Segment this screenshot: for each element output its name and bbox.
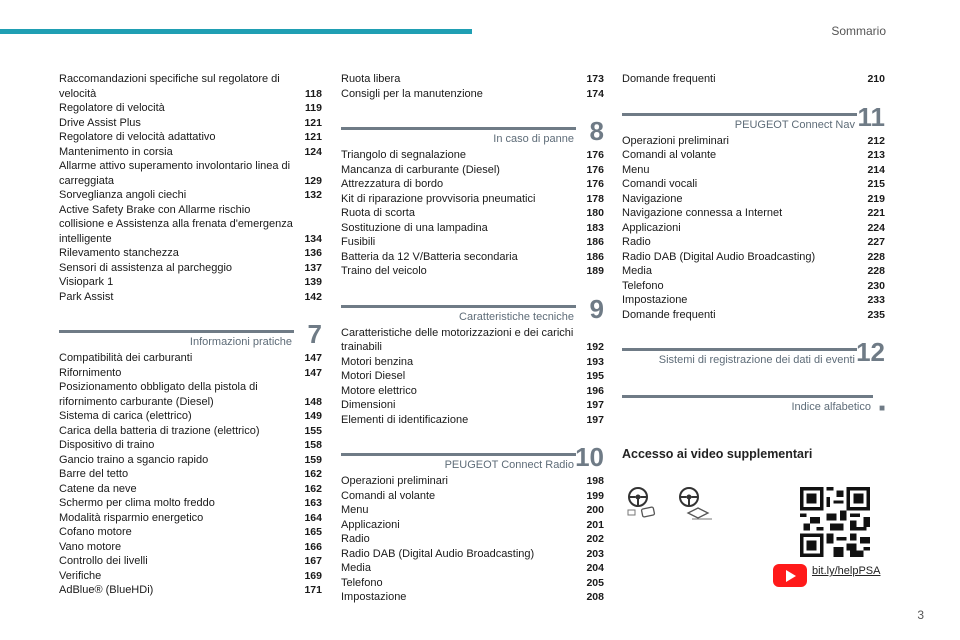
toc-entry-title: Barre del tetto <box>59 468 129 480</box>
toc-entry[interactable] <box>59 246 322 261</box>
toc-entry[interactable] <box>622 279 885 294</box>
toc-entry[interactable] <box>59 424 322 439</box>
toc-entry-title: Triangolo di segnalazione <box>341 149 466 161</box>
toc-entry-title: Operazioni preliminari <box>622 134 729 147</box>
toc-entry[interactable] <box>59 569 322 584</box>
video-link[interactable]: bit.ly/helpPSA <box>812 565 881 577</box>
toc-entry[interactable] <box>59 275 322 290</box>
toc-entry[interactable] <box>622 163 885 178</box>
toc-entry[interactable] <box>59 159 322 188</box>
toc-entry[interactable] <box>341 192 604 207</box>
toc-entry-title: Caratteristiche delle motorizzazioni e dei carichi trainabili <box>341 326 574 353</box>
section-heading <box>341 293 604 326</box>
header-accent-bar <box>0 29 472 34</box>
toc-entry[interactable] <box>341 72 604 87</box>
toc-entry[interactable] <box>341 177 604 192</box>
toc-entry-title: Media <box>622 265 652 277</box>
toc-entry-page: 139 <box>304 276 322 288</box>
youtube-icon[interactable] <box>773 564 807 587</box>
toc-entry-page: 197 <box>586 399 604 411</box>
toc-entry[interactable] <box>622 264 885 279</box>
toc-entry-page: 171 <box>304 584 322 596</box>
toc-entry[interactable] <box>622 308 885 323</box>
toc-entry-title: Ruota libera <box>341 73 401 85</box>
toc-entry-page: 155 <box>304 424 322 437</box>
toc-entry-title: Comandi al volante <box>622 149 717 161</box>
toc-entry-title: Menu <box>622 163 650 176</box>
toc-entry[interactable] <box>341 355 604 370</box>
toc-entry-title: Motori benzina <box>341 355 414 368</box>
toc-entry[interactable] <box>341 576 604 591</box>
toc-entry[interactable] <box>341 398 604 413</box>
toc-entry-title: Raccomandazioni specifiche sul regolatore di velocità <box>59 73 280 100</box>
section-title[interactable]: Caratteristiche tecniche <box>459 310 574 323</box>
toc-entry-title: Operazioni preliminari <box>341 475 448 487</box>
toc-entry[interactable] <box>622 177 885 192</box>
toc-entry[interactable] <box>59 290 322 305</box>
toc-entry-page: 132 <box>304 189 322 201</box>
toc-entry-title: Ruota di scorta <box>341 207 415 219</box>
toc-entry[interactable] <box>59 453 322 468</box>
toc-entry[interactable] <box>341 590 604 605</box>
toc-entry-page: 186 <box>586 236 604 248</box>
section-number: 7 <box>307 319 322 349</box>
toc-entry[interactable] <box>59 554 322 569</box>
toc-entry-page: 162 <box>304 468 322 480</box>
toc-entry-title: Sistema di carica (elettrico) <box>59 410 192 422</box>
toc-entry-title: Radio <box>341 533 370 545</box>
toc-entry-page: 162 <box>304 482 322 495</box>
section-heading <box>622 388 885 416</box>
toc-entry[interactable] <box>341 206 604 221</box>
toc-entry-title: Carica della batteria di trazione (elettrico) <box>59 424 260 437</box>
toc-entry-page: 215 <box>867 178 885 190</box>
toc-entry-title: Impostazione <box>622 294 688 306</box>
section-heading <box>341 442 604 474</box>
toc-entry[interactable] <box>341 369 604 384</box>
toc-entry-page: 164 <box>304 511 322 524</box>
toc-entry-page: 224 <box>867 221 885 234</box>
toc-entry[interactable] <box>341 532 604 547</box>
section-divider <box>59 330 294 333</box>
toc-column-2 <box>341 72 604 605</box>
toc-entry[interactable] <box>341 148 604 163</box>
toc-entry-title: Traino del veicolo <box>341 265 427 277</box>
toc-entry-page: 228 <box>867 250 885 263</box>
section-title[interactable]: Informazioni pratiche <box>189 336 292 348</box>
toc-entry[interactable] <box>59 203 322 247</box>
steering-wheel-phone-icon <box>626 486 658 525</box>
toc-entry-title: Verifiche <box>59 569 102 582</box>
toc-entry-page: 124 <box>304 145 322 158</box>
toc-entry-page: 208 <box>586 591 604 603</box>
toc-entry-page: 178 <box>586 192 604 205</box>
toc-entry-title: Radio <box>622 236 651 248</box>
toc-entry-title: Posizionamento obbligato della pistola di rifornimento carburante (Diesel) <box>59 381 258 408</box>
toc-entry-page: 196 <box>586 384 604 397</box>
toc-entry-page: 167 <box>304 555 322 567</box>
toc-entry[interactable] <box>341 489 604 504</box>
section-title[interactable]: In caso di panne <box>493 133 574 145</box>
toc-entry-title: Controllo dei livelli <box>59 555 148 567</box>
toc-entry-page: 193 <box>586 355 604 368</box>
toc-entry-page: 200 <box>586 504 604 516</box>
toc-entry-page: 230 <box>867 279 885 292</box>
toc-entry-title: Radio DAB (Digital Audio Broadcasting) <box>622 250 816 263</box>
steering-wheel-navigation-icon <box>678 486 714 527</box>
toc-entry[interactable] <box>59 409 322 424</box>
toc-entry-title: Cofano motore <box>59 526 132 538</box>
toc-entry[interactable] <box>622 235 885 250</box>
toc-entry-page: 221 <box>867 207 885 219</box>
toc-entry-page: 195 <box>586 370 604 382</box>
section-title[interactable]: PEUGEOT Connect Nav <box>734 118 855 131</box>
section-heading <box>622 337 885 369</box>
toc-entry[interactable] <box>622 192 885 207</box>
toc-entry[interactable] <box>341 163 604 178</box>
toc-entry[interactable] <box>341 503 604 518</box>
toc-entry-page: 149 <box>304 410 322 422</box>
toc-entry[interactable] <box>622 148 885 163</box>
toc-entry-page: 180 <box>586 207 604 219</box>
toc-entry-title: Sensori di assistenza al parcheggio <box>59 261 233 274</box>
toc-entry[interactable] <box>341 384 604 399</box>
toc-entry-title: Impostazione <box>341 591 407 603</box>
toc-entry-title: Telefono <box>341 576 383 589</box>
toc-entry[interactable] <box>341 250 604 265</box>
section-number: 12 <box>856 337 885 367</box>
toc-entry[interactable] <box>59 583 322 598</box>
toc-entry-title: Park Assist <box>59 290 114 303</box>
toc-entry[interactable] <box>59 72 322 101</box>
toc-entry-page: 189 <box>586 265 604 277</box>
page-number: 3 <box>917 608 924 622</box>
toc-entry[interactable] <box>59 351 322 366</box>
toc-entry-page: 159 <box>304 453 322 466</box>
toc-entry[interactable] <box>341 474 604 489</box>
toc-entry-page: 183 <box>586 221 604 234</box>
toc-entry-title: Modalità risparmio energetico <box>59 511 204 524</box>
toc-column-1 <box>59 72 322 598</box>
section-divider <box>341 453 576 456</box>
toc-entry[interactable] <box>59 145 322 160</box>
toc-entry[interactable] <box>59 540 322 555</box>
toc-entry-title: Drive Assist Plus <box>59 116 141 129</box>
toc-entry[interactable] <box>622 293 885 308</box>
toc-entry[interactable] <box>622 206 885 221</box>
toc-column-3 <box>622 72 885 416</box>
toc-entry-page: 134 <box>304 232 322 245</box>
toc-entry[interactable] <box>59 525 322 540</box>
toc-entry[interactable] <box>341 264 604 279</box>
video-section-title: Accesso ai video supplementari <box>622 447 813 461</box>
toc-entry-page: 176 <box>586 163 604 176</box>
toc-entry-page: 199 <box>586 489 604 502</box>
section-divider <box>622 348 857 351</box>
toc-entry-title: Comandi al volante <box>341 489 436 502</box>
toc-entry[interactable] <box>59 101 322 116</box>
section-number: 8 <box>589 116 604 146</box>
toc-entry-page: 202 <box>586 533 604 545</box>
toc-entry-page: 136 <box>304 247 322 259</box>
section-heading <box>59 319 322 351</box>
toc-entry-page: 210 <box>867 73 885 85</box>
toc-entry-page: 121 <box>304 116 322 129</box>
toc-entry-page: 137 <box>304 261 322 274</box>
toc-entry-page: 174 <box>586 87 604 100</box>
toc-entry-title: Mancanza di carburante (Diesel) <box>341 163 500 176</box>
toc-entry[interactable] <box>59 188 322 203</box>
toc-entry-title: Attrezzatura di bordo <box>341 178 444 190</box>
toc-entry-title: Sorveglianza angoli ciechi <box>59 189 187 201</box>
toc-entry-title: Vano motore <box>59 540 122 553</box>
toc-entry[interactable] <box>622 134 885 149</box>
section-heading <box>341 116 604 148</box>
toc-entry-title: Rifornimento <box>59 366 122 379</box>
toc-entry-title: Batteria da 12 V/Batteria secondaria <box>341 250 518 263</box>
toc-entry[interactable] <box>59 380 322 409</box>
toc-entry-page: 233 <box>867 294 885 306</box>
toc-entry-page: 186 <box>586 250 604 263</box>
section-title[interactable]: PEUGEOT Connect Radio <box>444 459 574 471</box>
toc-entry[interactable] <box>341 87 604 102</box>
toc-entry[interactable] <box>341 221 604 236</box>
toc-entry-page: 228 <box>867 265 885 277</box>
toc-entry-page: 129 <box>304 174 322 187</box>
toc-entry-title: Dimensioni <box>341 399 396 411</box>
toc-entry-title: Telefono <box>622 279 664 292</box>
toc-entry[interactable] <box>341 235 604 250</box>
toc-entry-title: Applicazioni <box>622 221 681 234</box>
toc-entry-title: Elementi di identificazione <box>341 413 469 426</box>
toc-entry[interactable] <box>59 467 322 482</box>
toc-entry-page: 121 <box>304 131 322 143</box>
toc-entry-title: Fusibili <box>341 236 376 248</box>
toc-entry-title: Regolatore di velocità <box>59 102 165 114</box>
toc-entry-page: 205 <box>586 576 604 589</box>
toc-entry-page: 227 <box>867 236 885 248</box>
qr-code-icon <box>800 487 870 557</box>
toc-entry-title: Consigli per la manutenzione <box>341 87 483 100</box>
toc-entry-page: 158 <box>304 439 322 451</box>
toc-entry-title: Motori Diesel <box>341 370 406 382</box>
toc-entry[interactable] <box>59 482 322 497</box>
toc-entry-title: Compatibilità dei carburanti <box>59 352 193 364</box>
toc-entry[interactable] <box>341 518 604 533</box>
toc-entry-page: 147 <box>304 352 322 364</box>
toc-entry[interactable] <box>59 116 322 131</box>
toc-entry-title: Domande frequenti <box>622 73 716 85</box>
section-divider <box>622 395 873 398</box>
toc-entry-page: 148 <box>304 395 322 408</box>
toc-entry-title: Rilevamento stanchezza <box>59 247 179 259</box>
toc-entry-title: Media <box>341 562 371 574</box>
toc-entry-title: Motore elettrico <box>341 384 417 397</box>
toc-entry-title: Active Safety Brake con Allarme rischio collisione e Assistenza alla frenata d'emergenza intelligente <box>59 203 293 245</box>
toc-entry-title: AdBlue® (BlueHDi) <box>59 584 154 596</box>
toc-entry-page: 165 <box>304 526 322 538</box>
toc-entry[interactable] <box>59 438 322 453</box>
section-divider <box>622 113 857 116</box>
toc-entry[interactable] <box>59 496 322 511</box>
toc-entry-page: 212 <box>867 134 885 147</box>
toc-entry-title: Menu <box>341 504 369 516</box>
toc-entry-title: Kit di riparazione provvisoria pneumatici <box>341 192 536 205</box>
toc-entry-title: Navigazione <box>622 192 683 205</box>
toc-entry[interactable] <box>341 547 604 562</box>
toc-entry[interactable] <box>341 413 604 428</box>
toc-entry-page: 203 <box>586 547 604 560</box>
toc-entry-page: 201 <box>586 518 604 531</box>
section-number: 10 <box>575 442 604 472</box>
toc-entry-title: Visiopark 1 <box>59 276 114 288</box>
section-divider <box>341 127 576 130</box>
toc-entry[interactable] <box>59 511 322 526</box>
toc-entry-page: 166 <box>304 540 322 553</box>
toc-entry-page: 198 <box>586 475 604 487</box>
toc-entry[interactable] <box>622 250 885 265</box>
toc-entry[interactable] <box>622 72 885 87</box>
toc-entry-title: Dispositivo di traino <box>59 439 155 451</box>
toc-entry-page: 214 <box>867 163 885 176</box>
toc-entry-title: Comandi vocali <box>622 178 698 190</box>
toc-entry[interactable] <box>59 130 322 145</box>
section-title[interactable]: Sistemi di registrazione dei dati di eventi <box>658 354 855 366</box>
section-heading <box>622 101 885 134</box>
toc-entry[interactable] <box>341 561 604 576</box>
toc-entry-title: Gancio traino a sgancio rapido <box>59 453 209 466</box>
toc-entry[interactable] <box>59 261 322 276</box>
toc-entry-page: 147 <box>304 366 322 379</box>
toc-entry-title: Domande frequenti <box>622 308 716 321</box>
toc-entry-page: 169 <box>304 569 322 582</box>
toc-entry-page: 192 <box>586 341 604 353</box>
section-number: 9 <box>589 293 604 324</box>
toc-entry[interactable] <box>622 221 885 236</box>
toc-entry-title: Mantenimento in corsia <box>59 145 173 158</box>
toc-entry-page: 197 <box>586 413 604 426</box>
toc-entry-page: 173 <box>586 73 604 85</box>
section-number: 11 <box>857 101 885 132</box>
section-title[interactable]: Indice alfabetico <box>791 401 871 413</box>
toc-entry-page: 176 <box>586 149 604 161</box>
toc-entry-title: Applicazioni <box>341 518 400 531</box>
section-number: ■ <box>878 403 885 414</box>
toc-entry-title: Allarme attivo superamento involontario linea di carreggiata <box>59 160 291 187</box>
toc-entry-title: Radio DAB (Digital Audio Broadcasting) <box>341 547 535 560</box>
toc-entry-title: Sostituzione di una lampadina <box>341 221 488 234</box>
section-divider <box>341 305 576 308</box>
toc-entry-page: 235 <box>867 308 885 321</box>
toc-entry-page: 163 <box>304 497 322 509</box>
toc-entry-page: 142 <box>304 290 322 303</box>
toc-entry-title: Regolatore di velocità adattativo <box>59 131 216 143</box>
page-header-title: Sommario <box>831 24 886 38</box>
toc-entry-page: 204 <box>586 562 604 574</box>
toc-entry-page: 118 <box>305 87 322 100</box>
toc-entry-page: 176 <box>586 178 604 190</box>
toc-entry[interactable] <box>59 366 322 381</box>
toc-entry-title: Navigazione connessa a Internet <box>622 207 783 219</box>
toc-entry[interactable] <box>341 326 604 355</box>
toc-entry-page: 213 <box>867 149 885 161</box>
toc-entry-page: 119 <box>305 102 322 114</box>
toc-entry-title: Catene da neve <box>59 482 137 495</box>
toc-entry-page: 219 <box>867 192 885 205</box>
toc-entry-title: Schermo per clima molto freddo <box>59 497 215 509</box>
